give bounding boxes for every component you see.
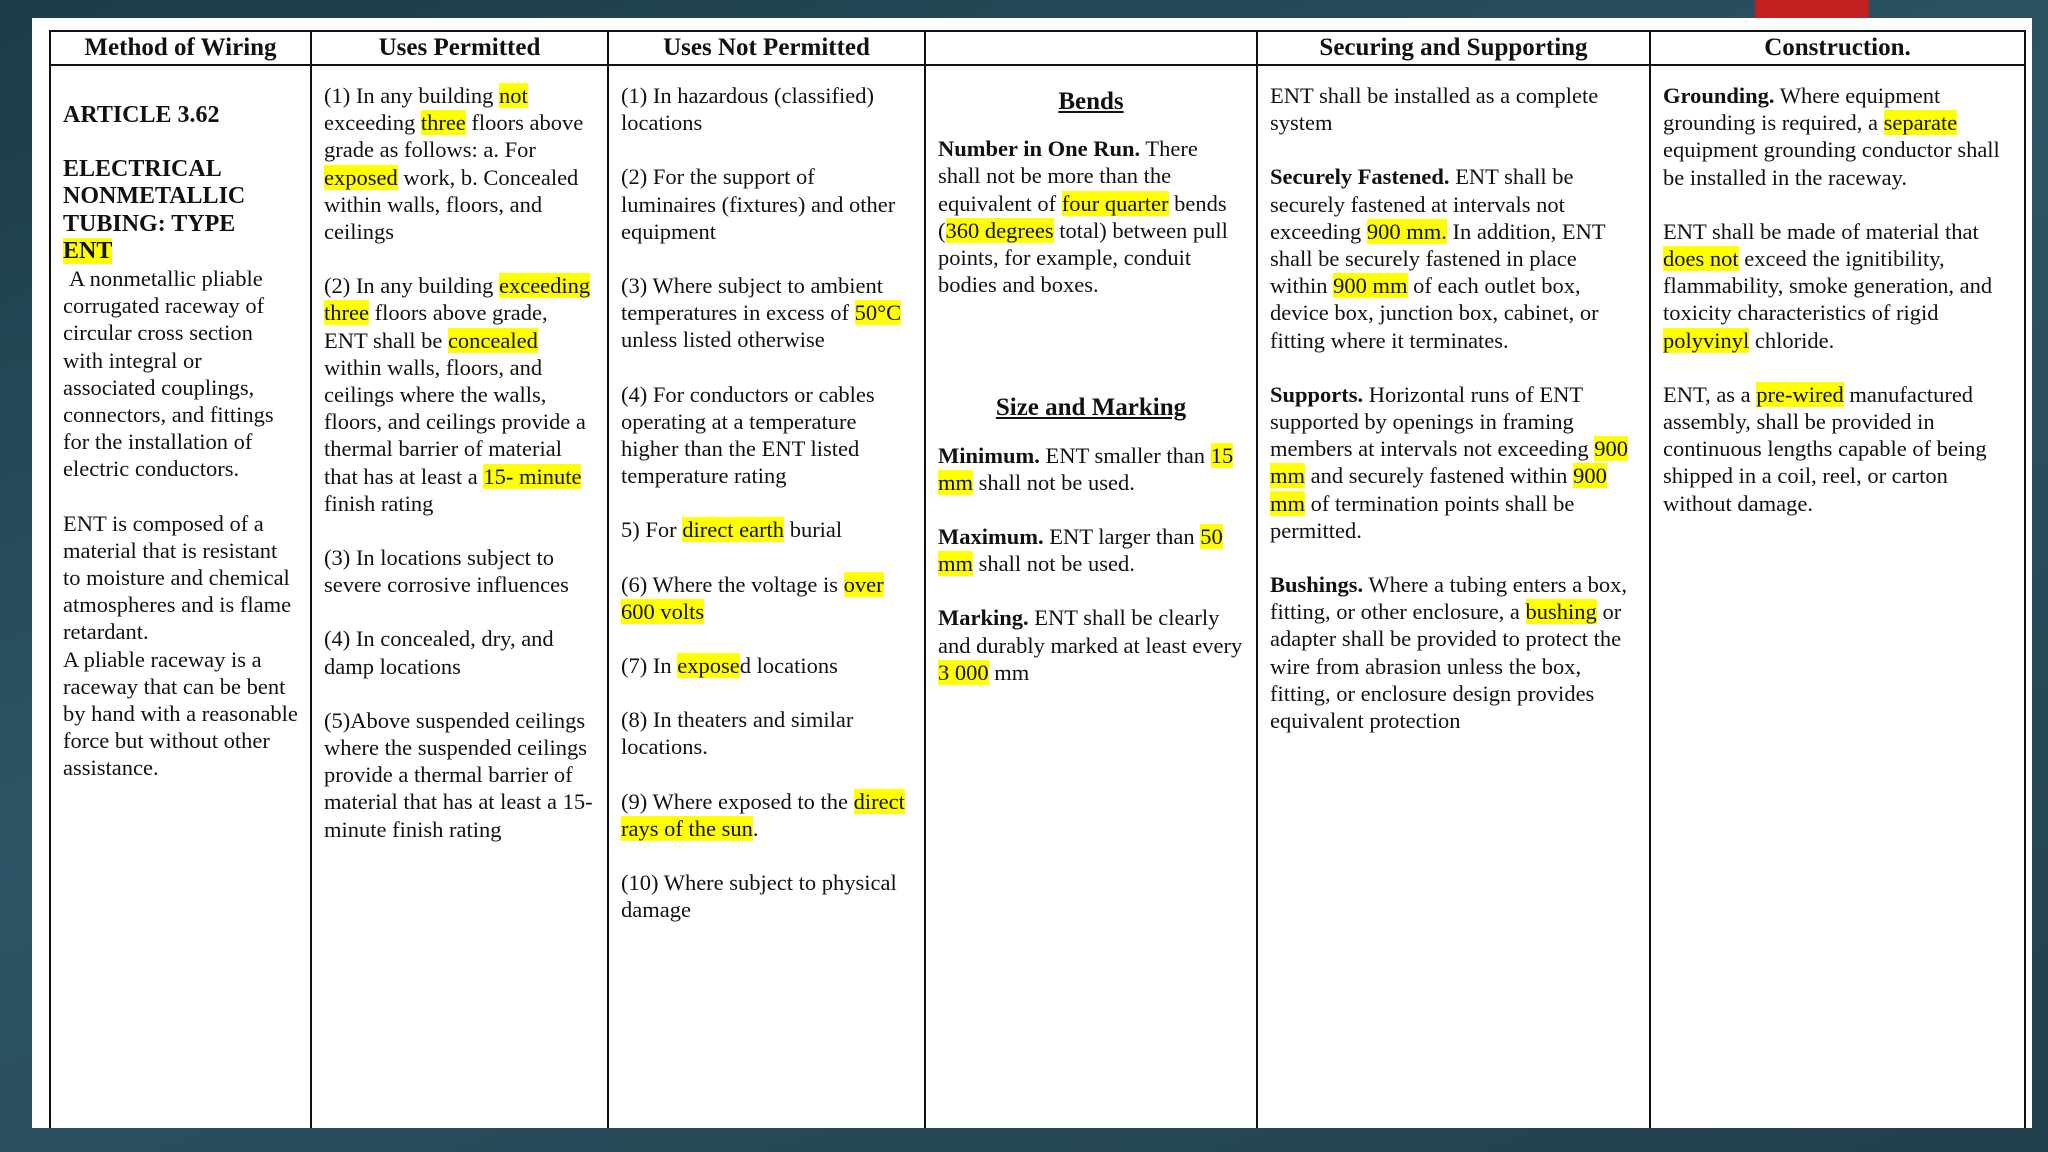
- ent-composition: ENT is composed of a material that is resistant to moisture and chemical atmospheres and is flame retardant.: [63, 510, 292, 645]
- header-bends: [925, 31, 1257, 65]
- article-number: ARTICLE 3.62: [63, 102, 220, 128]
- marking-text: Marking. ENT shall be clearly and durably marked at least every 3 000 mm: [938, 605, 1243, 685]
- permitted-item-3: (3) In locations subject to severe corrosive influences: [324, 545, 569, 598]
- not-permitted-item-5: 5) For direct earth burial: [621, 517, 843, 543]
- content-row: [50, 65, 2025, 1128]
- article-title-line-2: NONMETALLIC: [63, 183, 246, 210]
- not-permitted-item-7: (7) In exposed locations: [621, 653, 838, 679]
- number-in-run-text: Number in One Run. There shall not be more than the equivalent of four quarter bends (360 degrees total) between pull points, for example, conduit bodies and boxes.: [938, 136, 1228, 298]
- article-title-line-1: ELECTRICAL: [63, 156, 222, 183]
- permitted-item-4: (4) In concealed, dry, and damp locations: [324, 626, 554, 679]
- supports-text: Supports. Horizontal runs of ENT supported by openings in framing members at intervals not exceeding 900 mm and securely fastened within 900 mm of termination points shall be permitted.: [1270, 381, 1629, 543]
- not-permitted-item-1: (1) In hazardous (classified) locations: [621, 83, 875, 136]
- securing-cell: [1257, 65, 1650, 1128]
- complete-system-text: ENT shall be installed as a complete system: [1270, 83, 1599, 136]
- header-row: [50, 31, 2025, 65]
- minimum-size-text: Minimum. ENT smaller than 15 mm shall not be used.: [938, 442, 1234, 495]
- article-title-line-4: ENT: [63, 237, 113, 264]
- not-permitted-item-6: (6) Where the voltage is over 600 volts: [621, 571, 884, 624]
- permitted-item-2: (2) In any building exceeding three floors above grade, ENT shall be concealed within walls, floors, and ceilings where the walls, floors, and ceilings provide a thermal barrier of material that has at least a 15- minute finish rating: [324, 273, 591, 516]
- article-title-line-3: TUBING: TYPE: [63, 210, 236, 237]
- maximum-size-text: Maximum. ENT larger than 50 mm shall not be used.: [938, 524, 1223, 577]
- not-permitted-item-10: (10) Where subject to physical damage: [621, 870, 897, 923]
- header-method: Method of Wiring: [50, 31, 311, 65]
- not-permitted-item-2: (2) For the support of luminaires (fixtures) and other equipment: [621, 164, 896, 244]
- not-permitted-item-4: (4) For conductors or cables operating at a temperature higher than the ENT listed temperature rating: [621, 381, 875, 489]
- not-permitted-item-9: (9) Where exposed to the direct rays of the sun.: [621, 788, 905, 841]
- accent-bar: [1755, 0, 1869, 18]
- uses-not-permitted-cell: [608, 65, 925, 1128]
- uses-permitted-cell: [311, 65, 608, 1128]
- header-construction: Construction.: [1650, 31, 2025, 65]
- securely-fastened-text: Securely Fastened. ENT shall be securely fastened at intervals not exceeding 900 mm. In addition, ENT shall be securely fastened in place within 900 mm of each outlet box, device box, junction box, cabinet, or fitting where it terminates.: [1270, 164, 1606, 353]
- not-permitted-item-8: (8) In theaters and similar locations.: [621, 707, 854, 760]
- construction-cell: [1650, 65, 2025, 1128]
- header-uses-permitted: Uses Permitted: [311, 31, 608, 65]
- permitted-item-5: (5)Above suspended ceilings where the suspended ceilings provide a thermal barrier of material that has at least a 15-minute finish rating: [324, 707, 593, 842]
- method-cell: [50, 65, 311, 1128]
- ent-definition: A nonmetallic pliable corrugated raceway of circular cross section with integral or associated couplings, connectors, and fittings for the installation of electric conductors.: [63, 266, 274, 482]
- header-uses-not-permitted: Uses Not Permitted: [608, 31, 925, 65]
- not-permitted-item-3: (3) Where subject to ambient temperatures in excess of 50°C unless listed otherwise: [621, 273, 902, 353]
- bushings-text: Bushings. Where a tubing enters a box, fitting, or other enclosure, a bushing or adapter shall be provided to protect the wire from abrasion unless the box, fitting, or enclosure design provides equivalent protection: [1270, 572, 1628, 734]
- grounding-text: Grounding. Where equipment grounding is required, a separate equipment grounding conductor shall be installed in the raceway.: [1663, 83, 2000, 190]
- bends-heading: Bends: [1058, 88, 1124, 115]
- ent-table: [49, 30, 2026, 1128]
- pre-wired-text: ENT, as a pre-wired manufactured assembly, shall be provided in continuous lengths capable of being shipped in a coil, reel, or carton without damage.: [1663, 381, 1987, 516]
- header-securing: Securing and Supporting: [1257, 31, 1650, 65]
- slide: [32, 18, 2032, 1128]
- permitted-item-1: (1) In any building not exceeding three floors above grade as follows: a. For exposed work, b. Concealed within walls, floors, and ceilings: [324, 83, 584, 245]
- material-text: ENT shall be made of material that does not exceed the ignitibility, flammability, smoke generation, and toxicity characteristics of rigid polyvinyl chloride.: [1663, 218, 1993, 353]
- size-marking-heading: Size and Marking: [995, 394, 1187, 422]
- bends-cell: [925, 65, 1257, 1128]
- pliable-raceway-definition: A pliable raceway is a raceway that can be bent by hand with a reasonable force but without other assistance.: [63, 646, 298, 781]
